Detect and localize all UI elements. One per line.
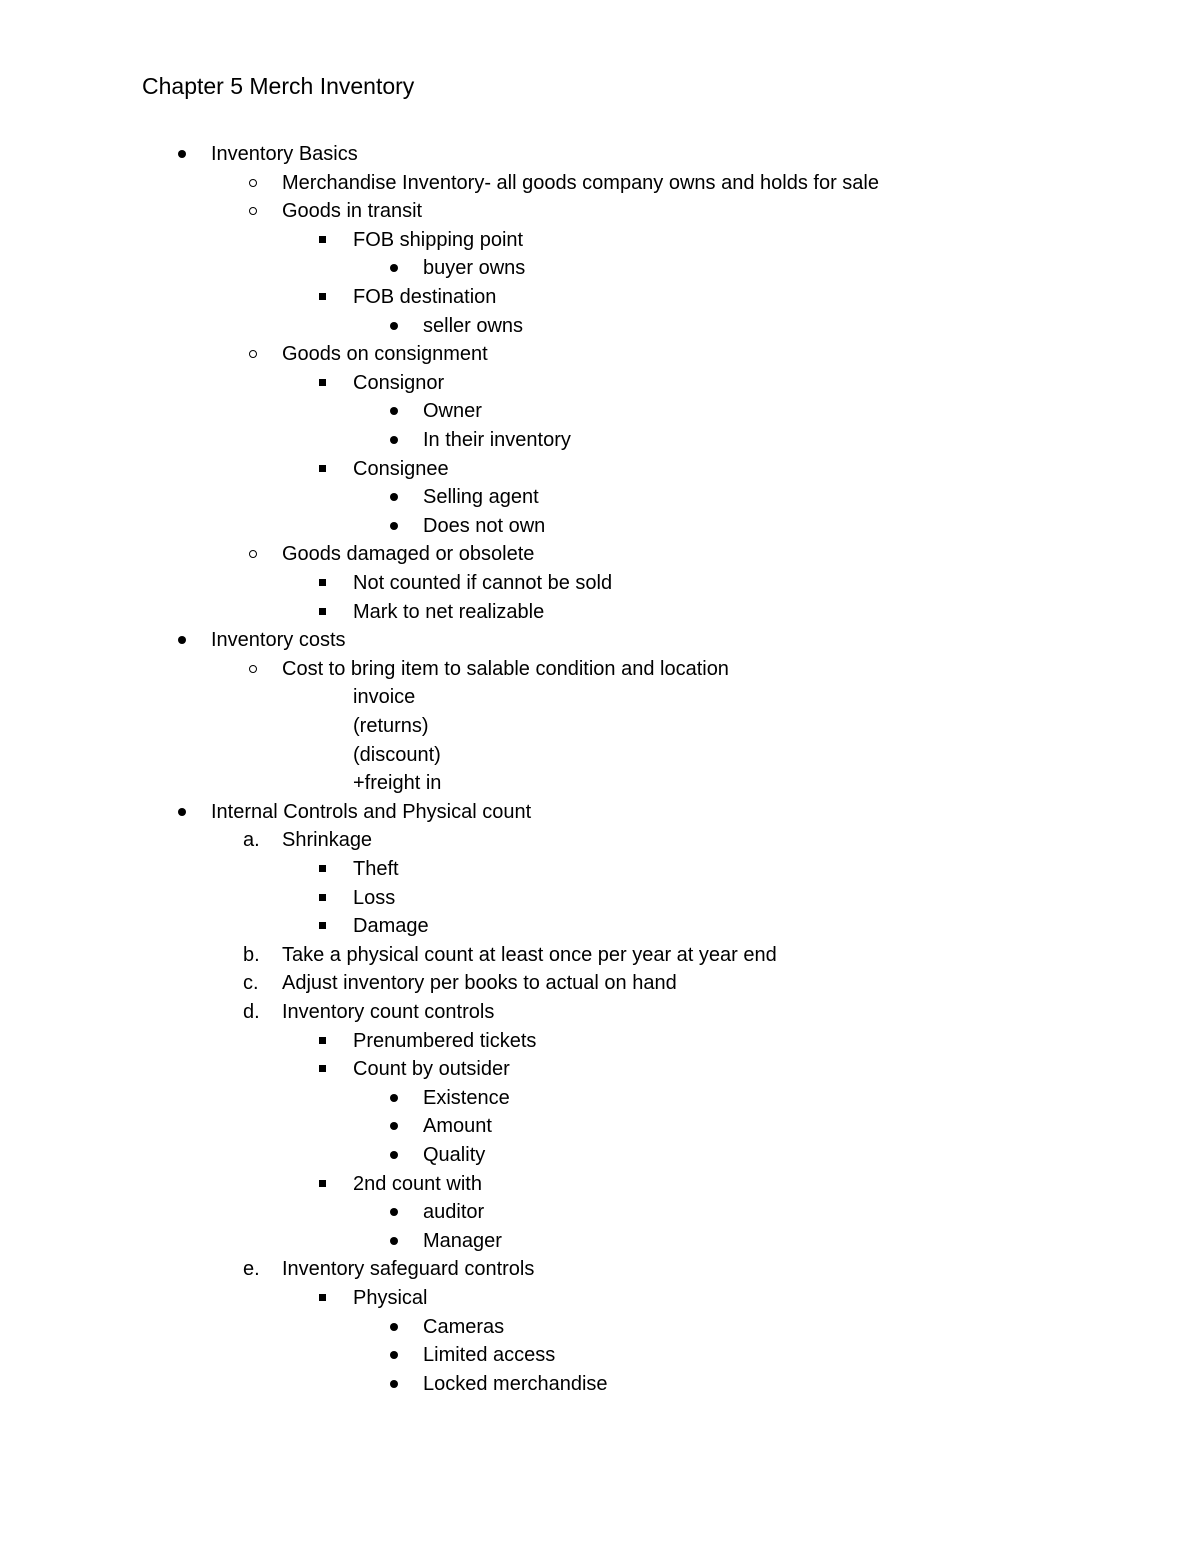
list-item-text: Amount	[423, 1115, 492, 1138]
list-item-text: Count by outsider	[353, 1058, 510, 1081]
square-bullet-icon	[319, 855, 329, 883]
list-item	[0, 712, 1200, 740]
disc-bullet-icon	[390, 426, 400, 454]
square-bullet-icon	[319, 1170, 329, 1198]
list-item	[0, 1198, 1200, 1226]
list-item	[0, 969, 1200, 997]
list-item-text: In their inventory	[423, 429, 571, 451]
list-item	[0, 826, 1200, 854]
list-letter-marker: b.	[243, 943, 260, 966]
list-item	[0, 1255, 1200, 1283]
square-bullet-icon	[319, 455, 329, 483]
list-item	[0, 941, 1200, 969]
list-item-text: invoice	[353, 686, 416, 709]
list-item	[0, 1370, 1200, 1398]
list-letter-marker: e.	[243, 1258, 260, 1281]
list-item-text: seller owns	[423, 314, 524, 337]
list-item	[0, 626, 1200, 654]
disc-bullet-icon	[390, 1313, 400, 1341]
list-item	[0, 283, 1200, 311]
list-letter-marker: d.	[243, 1001, 260, 1023]
list-item	[0, 569, 1200, 597]
list-item	[0, 655, 1200, 683]
square-bullet-icon	[319, 884, 329, 912]
list-item-text: 2nd count with	[353, 1172, 482, 1195]
list-item	[0, 426, 1200, 454]
disc-bullet-icon	[390, 483, 400, 511]
disc-bullet-icon	[390, 1112, 400, 1140]
list-item	[0, 1141, 1200, 1169]
list-item-text: Shrinkage	[282, 829, 373, 852]
list-item-text: Not counted if cannot be sold	[353, 572, 613, 594]
list-item	[0, 912, 1200, 940]
list-item-text: Locked merchandise	[423, 1372, 608, 1395]
disc-bullet-icon	[390, 1341, 400, 1369]
list-item-text: Prenumbered tickets	[353, 1029, 537, 1052]
page-title: Chapter 5 Merch Inventory	[142, 73, 415, 99]
list-item-text: FOB shipping point	[353, 228, 524, 251]
list-item-text: Selling agent	[423, 486, 539, 509]
list-item-text: Limited access	[423, 1344, 556, 1367]
list-item-text: FOB destination	[353, 286, 497, 308]
list-item	[0, 598, 1200, 626]
list-item-text: Quality	[423, 1144, 486, 1166]
list-item-text: Inventory costs	[211, 629, 346, 652]
list-item	[0, 1341, 1200, 1369]
list-item-text: (returns)	[353, 715, 429, 737]
square-bullet-icon	[319, 1284, 329, 1312]
list-item	[0, 312, 1200, 340]
list-item	[0, 369, 1200, 397]
list-item	[0, 855, 1200, 883]
list-item-text: Consignee	[353, 457, 449, 480]
list-item-text: Goods in transit	[282, 200, 423, 223]
list-item	[0, 741, 1200, 769]
list-item	[0, 1170, 1200, 1198]
list-item	[0, 683, 1200, 711]
list-item-text: Damage	[353, 915, 429, 938]
list-item	[0, 140, 1200, 168]
list-item-text: (discount)	[353, 743, 441, 766]
list-item-text: Inventory count controls	[282, 1001, 495, 1023]
list-item	[0, 1027, 1200, 1055]
list-letter-marker: c.	[243, 972, 259, 995]
list-item-text: Mark to net realizable	[353, 600, 545, 623]
list-item	[0, 884, 1200, 912]
square-bullet-icon	[319, 226, 329, 254]
list-item-text: Adjust inventory per books to actual on hand	[282, 972, 677, 995]
list-item	[0, 483, 1200, 511]
list-item-text: Owner	[423, 400, 482, 423]
list-item	[0, 1227, 1200, 1255]
list-item	[0, 1084, 1200, 1112]
disc-bullet-icon	[390, 1141, 400, 1169]
list-item-text: Consignor	[353, 371, 445, 394]
disc-bullet-icon	[178, 626, 188, 654]
list-item-text: Goods damaged or obsolete	[282, 543, 535, 566]
list-item	[0, 340, 1200, 368]
list-item	[0, 998, 1200, 1026]
list-item	[0, 798, 1200, 826]
list-item-text: Goods on consignment	[282, 343, 488, 366]
square-bullet-icon	[319, 1027, 329, 1055]
square-bullet-icon	[319, 1055, 329, 1083]
list-item-text: Inventory safeguard controls	[282, 1258, 535, 1281]
list-item-text: Merchandise Inventory- all goods company owns and holds for sale	[282, 171, 879, 194]
square-bullet-icon	[319, 598, 329, 626]
list-item-text: buyer owns	[423, 257, 526, 280]
list-item	[0, 254, 1200, 282]
circle-bullet-icon	[249, 197, 259, 225]
disc-bullet-icon	[390, 254, 400, 282]
list-item	[0, 1313, 1200, 1341]
disc-bullet-icon	[390, 1198, 400, 1226]
list-item-text: Cameras	[423, 1315, 505, 1338]
circle-bullet-icon	[249, 655, 259, 683]
disc-bullet-icon	[390, 1084, 400, 1112]
disc-bullet-icon	[390, 1370, 400, 1398]
list-item-text: Take a physical count at least once per year at year end	[282, 943, 777, 966]
list-item-text: Does not own	[423, 514, 546, 537]
list-item	[0, 1112, 1200, 1140]
list-item	[0, 1055, 1200, 1083]
square-bullet-icon	[319, 569, 329, 597]
circle-bullet-icon	[249, 169, 259, 197]
list-item-text: Cost to bring item to salable condition and location	[282, 657, 729, 680]
list-item-text: Existence	[423, 1086, 510, 1109]
square-bullet-icon	[319, 369, 329, 397]
list-item	[0, 1284, 1200, 1312]
disc-bullet-icon	[178, 140, 188, 168]
square-bullet-icon	[319, 912, 329, 940]
list-item-text: Inventory Basics	[211, 143, 358, 165]
circle-bullet-icon	[249, 540, 259, 568]
list-item-text: Internal Controls and Physical count	[211, 800, 532, 823]
list-item-text: +freight in	[353, 772, 442, 795]
list-item	[0, 512, 1200, 540]
list-item	[0, 226, 1200, 254]
disc-bullet-icon	[390, 312, 400, 340]
list-item-text: Loss	[353, 886, 396, 909]
square-bullet-icon	[319, 283, 329, 311]
list-item	[0, 197, 1200, 225]
list-item-text: Manager	[423, 1229, 502, 1252]
disc-bullet-icon	[390, 397, 400, 425]
list-item	[0, 397, 1200, 425]
disc-bullet-icon	[178, 798, 188, 826]
list-item-text: Theft	[353, 858, 399, 880]
circle-bullet-icon	[249, 340, 259, 368]
list-item-text: Physical	[353, 1287, 428, 1309]
list-letter-marker: a.	[243, 829, 260, 852]
disc-bullet-icon	[390, 1227, 400, 1255]
list-item	[0, 169, 1200, 197]
list-item	[0, 540, 1200, 568]
list-item	[0, 769, 1200, 797]
list-item	[0, 455, 1200, 483]
disc-bullet-icon	[390, 512, 400, 540]
list-item-text: auditor	[423, 1201, 485, 1224]
